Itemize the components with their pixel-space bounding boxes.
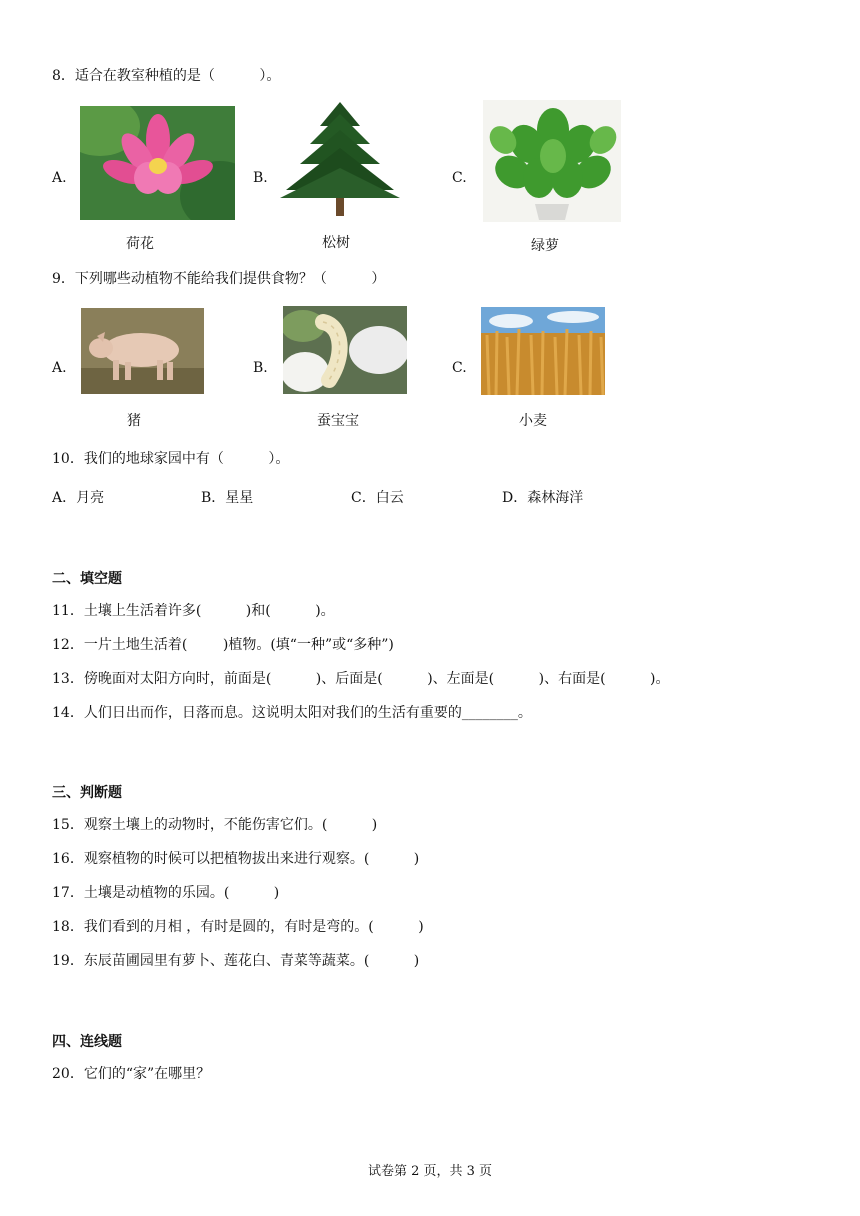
wheat-field-image: [481, 307, 605, 395]
silkworm-image: [283, 306, 407, 394]
section-4-title: 四、连线题: [52, 1034, 122, 1050]
q9-option-c-caption: 小麦: [519, 413, 547, 429]
q10-option-d: D．森林海洋: [502, 490, 584, 506]
q8-option-a-letter: A.: [52, 170, 67, 186]
q10-text: 10．我们的地球家园中有（ ）。: [52, 451, 290, 467]
q8-option-c-caption: 绿萝: [531, 238, 559, 254]
q16-text: 16．观察植物的时候可以把植物拔出来进行观察。( ): [52, 851, 420, 867]
q12-text: 12．一片土地生活着( )植物。(填“一种”或“多种”): [52, 637, 394, 653]
q8-option-a-caption: 荷花: [126, 236, 154, 252]
page-footer: 试卷第 2 页，共 3 页: [367, 1164, 493, 1179]
q8-option-c-letter: C.: [452, 170, 467, 186]
q19-text: 19．东辰苗圃园里有萝卜、莲花白、青菜等蔬菜。( ): [52, 953, 420, 969]
q10-option-a: A．月亮: [52, 490, 105, 506]
q8-option-b-letter: B.: [253, 170, 268, 186]
section-2-title: 二、填空题: [52, 571, 122, 587]
q9-option-b-letter: B.: [253, 360, 268, 376]
pothos-plant-image: [483, 100, 621, 222]
q13-text: 13．傍晚面对太阳方向时，前面是( )、后面是( )、左面是( )、右面是( )。: [52, 671, 670, 687]
q17-text: 17．土壤是动植物的乐园。( ): [52, 885, 280, 901]
pig-image: [81, 308, 204, 394]
q15-text: 15．观察土壤上的动物时，不能伤害它们。( ): [52, 817, 378, 833]
q9-option-a-caption: 猪: [127, 413, 141, 429]
q8-text: 8．适合在教室种植的是（ ）。: [52, 68, 281, 84]
q10-option-c: C．白云: [351, 490, 404, 506]
pine-tree-image: [276, 98, 404, 220]
q9-option-c-letter: C.: [452, 360, 467, 376]
lotus-flower-image: [80, 106, 235, 220]
section-3-title: 三、判断题: [52, 785, 122, 801]
q9-option-b-caption: 蚕宝宝: [317, 413, 359, 429]
q8-option-b-caption: 松树: [322, 235, 350, 251]
q10-option-b: B．星星: [201, 490, 254, 506]
q20-text: 20．它们的“家”在哪里？: [52, 1066, 211, 1082]
q14-text: 14．人们日出而作，日落而息。这说明太阳对我们的生活有重要的________。: [52, 705, 532, 721]
q9-option-a-letter: A.: [52, 360, 67, 376]
q11-text: 11．土壤上生活着许多( )和( )。: [52, 603, 335, 619]
q9-text: 9．下列哪些动植物不能给我们提供食物？（ ）: [52, 271, 386, 287]
q18-text: 18．我们看到的月相 ，有时是圆的，有时是弯的。( ): [52, 919, 424, 935]
